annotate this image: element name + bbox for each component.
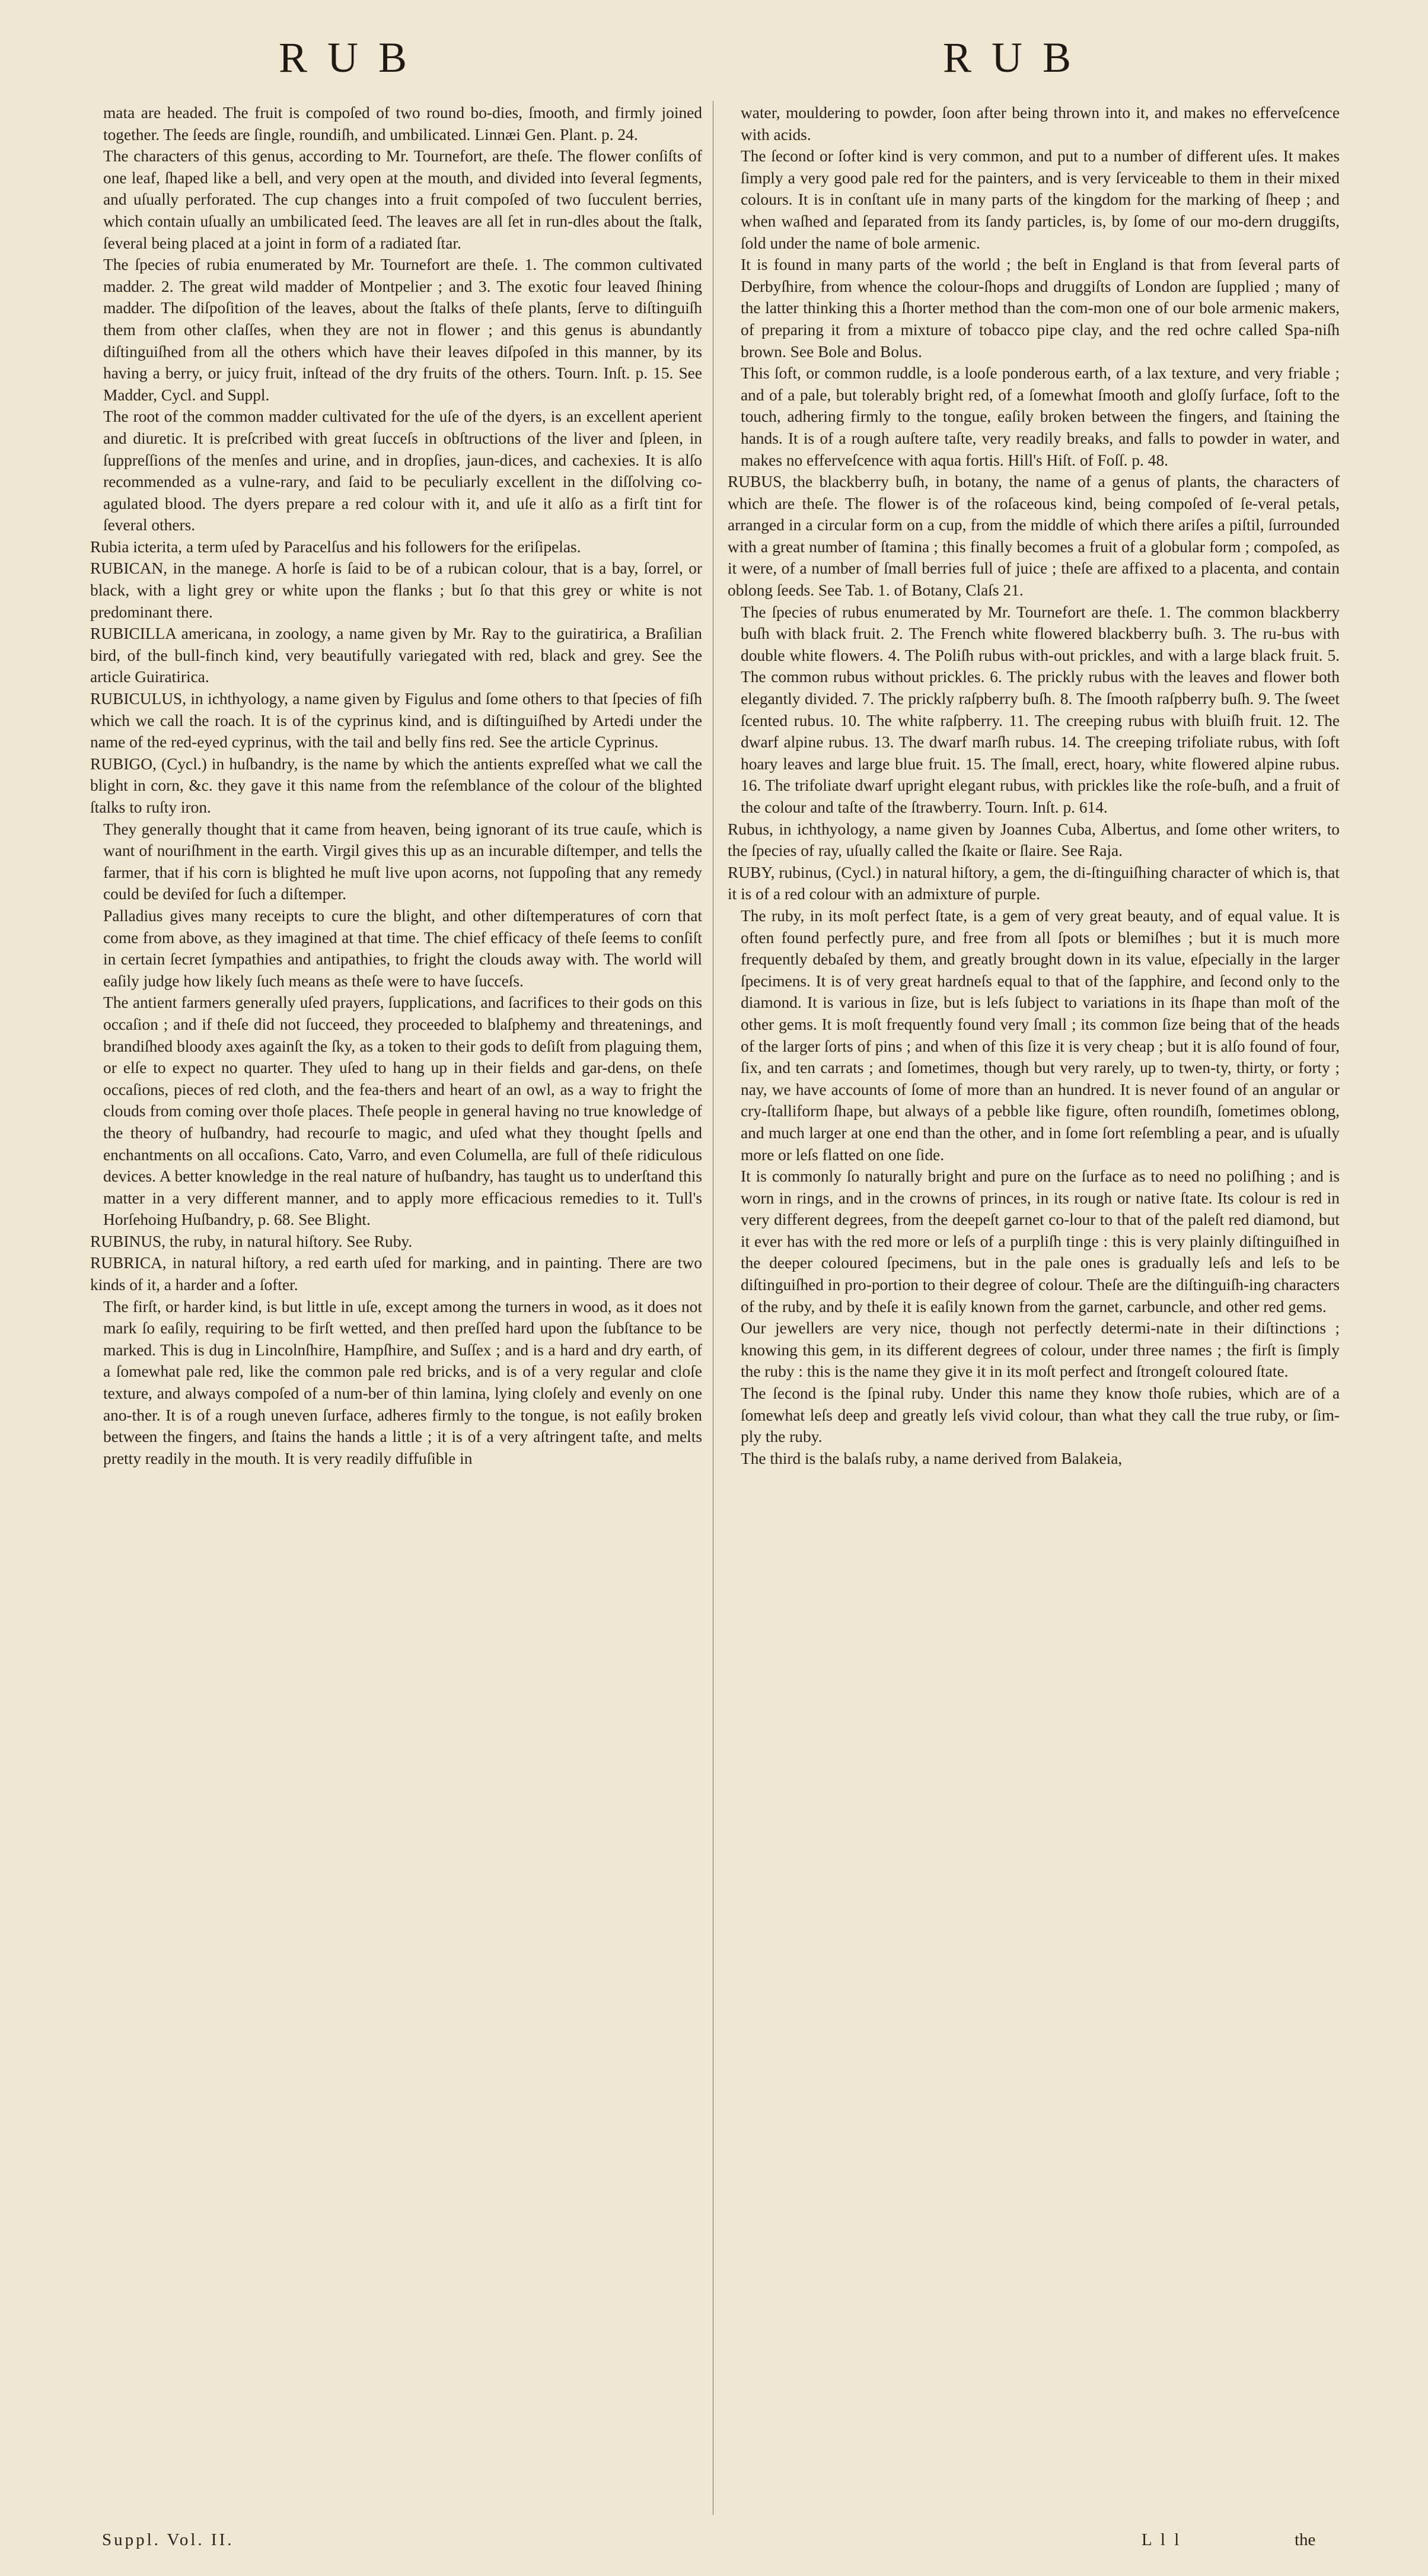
entry-rubigo: RUBIGO, (Cycl.) in huſbandry, is the name by which the antients expreſſed what we call the blight in corn, &c. they gave it this name from the reſemblance of the colour of the blighted ſtalks to ruſty iron. bbox=[90, 754, 702, 816]
paragraph: They generally thought that it came from heaven, being ignorant of its true cauſe, which is want of nouriſhment in the earth. Virgil gives this up as an incurable diſtemper, and tells the farmer, that if his corn is blighted he muſt live upon acorns, not ſuppoſing that any remedy could be deviſed for ſuch a diſtemper. bbox=[103, 820, 702, 903]
right-column bbox=[728, 102, 1340, 1469]
paragraph: The ſecond is the ſpinal ruby. Under this name they know thoſe rubies, which are of a ſomewhat leſs deep and greatly leſs vivid colour, than what they call the true ruby, or ſim-ply the ruby. bbox=[741, 1384, 1340, 1446]
paragraph: The firſt, or harder kind, is but little in uſe, except among the turners in wood, as it does not mark ſo eaſily, requiring to be firſt wetted, and then preſſed hard upon the ſubſtance to be marked. This is dug in Lincolnſhire, Hampſhire, and Suſſex ; and is a hard and dry earth, of a ſomewhat pale red, like the common pale red bricks, and is of a very regular and cloſe texture, and always compoſed of a num-ber of thin lamina, lying cloſely and evenly on one ano-ther. It is of a rough uneven ſurface, adheres firmly to the tongue, is not eaſily broken between the fingers, and ſtains the hands a little ; it is of a very aſtringent taſte, and melts pretty readily in the mouth. It is very readily diffuſible in bbox=[103, 1297, 702, 1467]
paragraph: water, mouldering to powder, ſoon after being thrown into it, and makes no efferveſcence with acids. bbox=[741, 104, 1340, 144]
entry-rubrica: RUBRICA, in natural hiſtory, a red earth uſed for marking, and in painting. There are two kinds of it, a harder and a ſofter. bbox=[90, 1254, 702, 1294]
paragraph: The antient farmers generally uſed prayers, ſupplications, and ſacrifices to their gods on this occaſion ; and if theſe did not ſucceed, they proceeded to blaſphemy and threatenings, and brandiſhed bloody axes againſt the ſky, as a token to their gods to deſiſt from plaguing them, or elſe to expect no quarter. They uſed to hang up in their fields and gar-dens, on theſe occaſions, pieces of red cloth, and the fea-thers and heart of an owl, as a way to fright the clouds from coming over thoſe places. Theſe people in general having no true knowledge of the theory of huſbandry, had recourſe to magic, and uſed what they thought ſpells and enchantments on all occaſions. Cato, Varro, and even Columella, are full of theſe ridiculous devices. A better knowledge in the real nature of huſbandry, has taught us to underſtand this matter in a very different manner, and to apply more efficacious remedies to it. Tull's Horſehoing Huſbandry, p. 68. See Blight. bbox=[103, 994, 702, 1229]
entry-rubus: RUBUS, the blackberry buſh, in botany, the name of a genus of plants, the characters of which are theſe. The flower is of the roſaceous kind, being compoſed of ſe-veral petals, arranged in a circular form on a cup, from the middle of which there ariſes a piſtil, ſurrounded with a great number of ſtamina ; this finally becomes a fruit of a globular form ; compoſed, as it were, of a number of ſmall berries full of juice ; theſe are affixed to a placenta, and contain oblong ſeeds. See Tab. 1. of Botany, Claſs 21. bbox=[728, 473, 1340, 600]
paragraph: The root of the common madder cultivated for the uſe of the dyers, is an excellent aperient and diuretic. It is preſcribed with great ſucceſs in obſtructions of the liver and ſpleen, in ſuppreſſions of the menſes and urine, and in dropſies, jaun-dices, and cachexies. It is alſo recommended as a vulne-rary, and ſaid to be peculiarly excellent in the diſſolving co-agulated blood. The dyers prepare a red colour with it, and uſe it alſo as a firſt tint for ſeveral others. bbox=[103, 407, 702, 534]
entry-rubus-ichthyology: Rubus, in ichthyology, a name given by Joannes Cuba, Albertus, and ſome other writers, to the ſpecies of ray, uſually called the ſkaite or ſlaire. See Raja. bbox=[728, 820, 1340, 860]
footer-volume: Suppl. Vol. II. bbox=[102, 2530, 234, 2549]
paragraph: The ſpecies of rubus enumerated by Mr. Tournefort are theſe. 1. The common blackberry buſh with black fruit. 2. The French white flowered blackberry buſh. 3. The ru-bus with double white flowers. 4. The Poliſh rubus with-out prickles, and with a large black fruit. 5. The common rubus without prickles. 6. The prickly rubus with the leaves and flower both elegantly divided. 7. The prickly raſpberry buſh. 8. The ſmooth raſpberry buſh. 9. The ſweet ſcented rubus. 10. The white raſpberry. 11. The creeping rubus with bluiſh fruit. 12. The dwarf alpine rubus. 13. The dwarf marſh rubus. 14. The creeping trifoliate rubus, with ſoft hoary leaves and large blue fruit. 15. The ſmall, erect, hoary, white flowered alpine rubus. 16. The trifoliate dwarf upright elegant rubus, with prickles like the roſe-buſh, and a fruit of the colour and taſte of the ſtrawberry. Tourn. Inſt. p. 614. bbox=[741, 603, 1340, 816]
running-head-right: RUB bbox=[943, 34, 1092, 81]
paragraph: This ſoft, or common ruddle, is a looſe ponderous earth, of a lax texture, and very friable ; and of a pale, but tolerably bright red, of a ſomewhat ſmooth and gloſſy ſurface, ſoft to the touch, adhering firmly to the tongue, eaſily broken between the fingers, and ſtaining the hands. It is of a rough auſtere taſte, very readily breaks, and falls to powder in water, and makes no efferveſcence with aqua fortis. Hill's Hiſt. of Foſſ. p. 48. bbox=[741, 364, 1340, 469]
paragraph: It is commonly ſo naturally bright and pure on the ſurface as to need no poliſhing ; and is worn in rings, and in the crowns of princes, in its rough or native ſtate. Its colour is red in very different degrees, from the deepeſt garnet co-lour to that of the paleſt red diamond, but it ever has with the red more or leſs of a purpliſh tinge : this is very plainly diſtinguiſhed in the deeper coloured ſpecimens, but in the pale ones is gradually leſs and leſs to be diſtinguiſhed in pro-portion to their degree of colour. Theſe are the diſtinguiſh-ing characters of the ruby, and by theſe it is eaſily known from the garnet, carbuncle, and other red gems. bbox=[741, 1167, 1340, 1316]
entry-rubicilla: RUBICILLA americana, in zoology, a name given by Mr. Ray to the guiratirica, a Braſilian bird, of the bull-finch kind, very beautifully variegated with red, black and grey. See the article Guiratirica. bbox=[90, 625, 702, 686]
entry-rubiculus: RUBICULUS, in ichthyology, a name given by Figulus and ſome others to that ſpecies of fiſh which we call the roach. It is of the cyprinus kind, and is diſtinguiſhed by Artedi under the name of the red-eyed cyprinus, with the tail and belly fins red. See the article Cyprinus. bbox=[90, 690, 702, 752]
entry-rubican: RUBICAN, in the manege. A horſe is ſaid to be of a rubican colour, that is a bay, ſorrel, or black, with a light grey or white upon the flanks ; but ſo that this grey or white is not predominant there. bbox=[90, 559, 702, 621]
paragraph: Our jewellers are very nice, though not perfectly determi-nate in their diſtinctions ; knowing this gem, in its different degrees of colour, under three names ; the firſt is ſimply the ruby : this is the name they give it in its moſt perfect and ſtrongeſt coloured ſtate. bbox=[741, 1319, 1340, 1381]
paragraph: mata are headed. The fruit is compoſed of two round bo-dies, ſmooth, and firmly joined together. The ſeeds are ſingle, roundiſh, and umbilicated. Linnæi Gen. Plant. p. 24. bbox=[103, 104, 702, 144]
paragraph: Palladius gives many receipts to cure the blight, and other diſtemperatures of corn that come from above, as they imagined at that time. The chief efficacy of theſe ſeems to conſiſt in certain ſecret ſympathies and antipathies, to fright the clouds away with. The world will eaſily judge how likely ſuch means as theſe were to have ſucceſs. bbox=[103, 906, 702, 990]
footer-catchword: the bbox=[1295, 2530, 1316, 2549]
paragraph: The third is the balaſs ruby, a name derived from Balakeia, bbox=[741, 1449, 1123, 1467]
paragraph: The ſecond or ſofter kind is very common, and put to a number of different uſes. It makes ſimply a very good pale red for the painters, and is very ſerviceable to them in their mixed colours. It is in conſtant uſe in many parts of the kingdom for the marking of ſheep ; and when waſhed and ſeparated from its ſandy particles, is, by ſome of our mo-dern druggiſts, ſold under the name of bole armenic. bbox=[741, 147, 1340, 252]
entry-rubia-icterita: Rubia icterita, a term uſed by Paracelſus and his followers for the eriſipelas. bbox=[90, 537, 581, 556]
paragraph: It is found in many parts of the world ; the beſt in England is that from ſeveral parts of Derbyſhire, from whence the colour-ſhops and druggiſts of London are ſupplied ; many of the latter thinking this a ſhorter method than the com-mon one of our bole armenic makers, of preparing it from a mixture of tobacco pipe clay, and the red ochre called Spa-niſh brown. See Bole and Bolus. bbox=[741, 256, 1340, 361]
entry-rubinus: RUBINUS, the ruby, in natural hiſtory. See Ruby. bbox=[90, 1232, 413, 1250]
entry-ruby: RUBY, rubinus, (Cycl.) in natural hiſtory, a gem, the di-ſtinguiſhing character of which is, that it is of a red colour with an admixture of purple. bbox=[728, 863, 1340, 903]
footer-signature: L l l bbox=[1142, 2530, 1182, 2549]
left-column bbox=[90, 102, 702, 1469]
paragraph: The characters of this genus, according to Mr. Tournefort, are theſe. The flower conſiſts of one leaf, ſhaped like a bell, and very open at the mouth, and divided into ſeveral ſegments, and uſually perforated. The cup changes into a fruit compoſed of two ſucculent berries, which contain uſually an umbilicated ſeed. The leaves are all ſet in run-dles about the ſtalk, ſeveral being placed at a joint in form of a radiated ſtar. bbox=[103, 147, 702, 252]
paragraph: The ſpecies of rubia enumerated by Mr. Tournefort are theſe. 1. The common cultivated madder. 2. The great wild madder of Montpelier ; and 3. The exotic four leaved ſhining madder. The diſpoſition of the leaves, about the ſtalks of theſe plants, ſerve to diſtinguiſh them from other claſſes, when they are not in flower ; and this genus is abundantly diſtinguiſhed from all the others which have their leaves diſpoſed in this manner, by its having a berry, or juicy fruit, inſtead of the dry fruits of the others. Tourn. Inſt. p. 15. See Madder, Cycl. and Suppl. bbox=[103, 256, 702, 404]
paragraph: The ruby, in its moſt perfect ſtate, is a gem of very great beauty, and of equal value. It is often found perfectly pure, and free from all ſpots or blemiſhes ; but it is much more frequently debaſed by them, and greatly brought down in its value, eſpecially in the larger ſpecimens. It is of very great hardneſs equal to that of the ſapphire, and ſecond only to the diamond. It is various in ſize, but is leſs ſubject to variations in its ſhape than moſt of the other gems. It is moſt frequently found very ſmall ; its common ſize being that of the heads of the larger ſorts of pins ; and when of this ſize it is very cheap ; but it is alſo found of four, ſix, and ten carrats ; and ſometimes, though but very rarely, up to twen-ty, thirty, or forty ; nay, we have accounts of ſome of more than an hundred. It is never found of an angular or cry-ſtalliform ſhape, but always of a pebble like figure, often roundiſh, ſometimes oblong, and much larger at one end than the other, and in ſome ſort reſembling a pear, and is uſually more or leſs flatted on one ſide. bbox=[741, 906, 1340, 1164]
running-head-left: RUB bbox=[279, 34, 428, 81]
